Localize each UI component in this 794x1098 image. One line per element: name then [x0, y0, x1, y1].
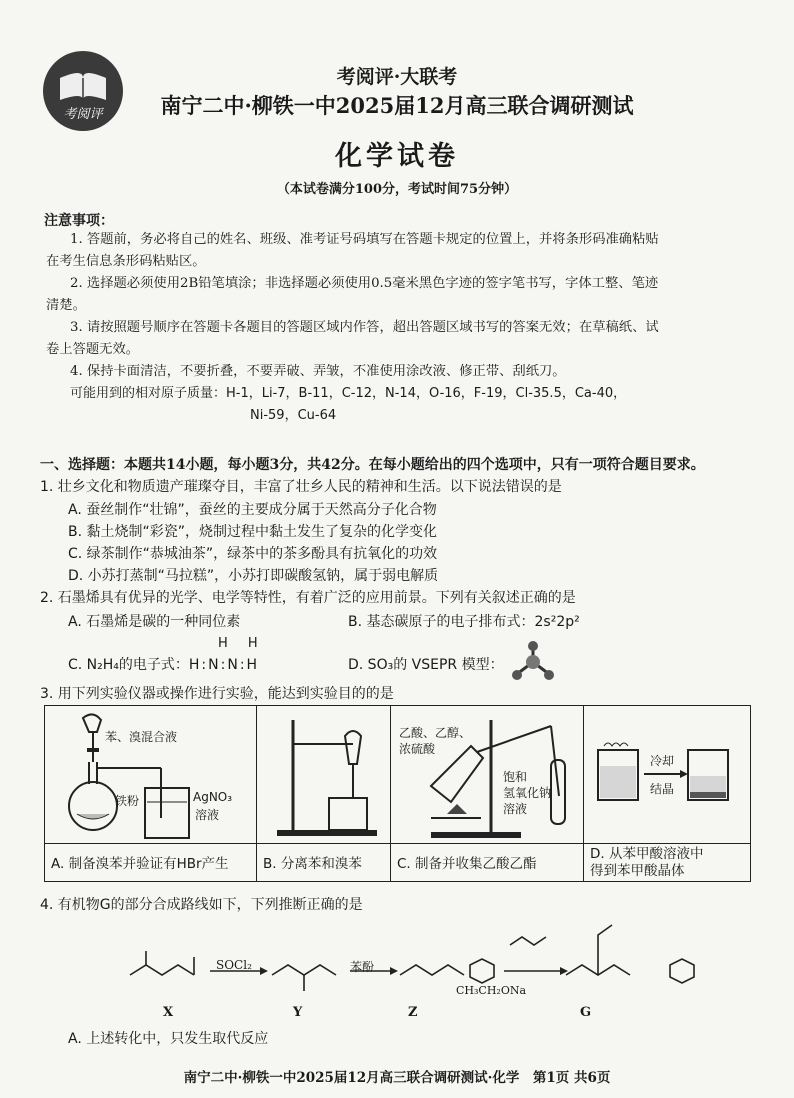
note-2a: 2. 选择题必须使用2B铅笔填涂；非选择题必须使用0.5毫米黑色字迹的签字笔书写，字体工整、笔迹: [70, 276, 659, 291]
q3a-label-mixture: 苯、溴混合液: [105, 730, 178, 744]
q1-option-c: C. 绿茶制作“恭城油茶”，绿茶中的茶多酚具有抗氧化的功效: [68, 546, 438, 562]
q4-reagent-naoet: CH₃CH₂ONa: [456, 984, 527, 997]
compound-g-label: G: [580, 1005, 592, 1020]
note-1b: 在考生信息条形码粘贴区。: [46, 254, 206, 269]
q2-option-c-formula: H:N:N:H: [188, 657, 260, 673]
q1-option-a: A. 蚕丝制作“壮锦”，蚕丝的主要成分属于天然高分子化合物: [68, 502, 437, 518]
notes-heading: 注意事项：: [44, 213, 114, 229]
q3-cell-b: [257, 706, 391, 881]
q2-option-c-label: C. N₂H₄的电子式：: [68, 657, 189, 673]
q2-option-c: [68, 654, 259, 674]
q3a-label-solution: 溶液: [195, 808, 220, 822]
synthesis-route-diagram: [60, 915, 760, 1015]
exam-subtitle: （本试卷满分100分，考试时间75分钟）: [276, 182, 518, 197]
q2-option-b-formula: 2s²2p²: [534, 614, 580, 630]
q3-option-b: B. 分离苯和溴苯: [257, 843, 390, 881]
q3c-label-solution: 溶液: [503, 802, 528, 816]
q2-stem: 2. 石墨烯具有优异的光学、电学等特性，有着广泛的应用前景。下列有关叙述正确的是: [40, 590, 576, 606]
q3-cell-c: [391, 706, 584, 881]
page-title: 化学试卷: [335, 141, 459, 172]
q2-option-b-label: B. 基态碳原子的电子排布式：: [348, 614, 535, 630]
q3a-label-agno3: AgNO₃: [193, 790, 233, 804]
q4-option-a: A. 上述转化中，只发生取代反应: [68, 1031, 269, 1047]
q3-option-a: A. 制备溴苯并验证有HBr产生: [45, 843, 256, 881]
q3-apparatus-table: [44, 705, 751, 882]
note-1a: 1. 答题前，务必将自己的姓名、班级、准考证号码填写在答题卡规定的位置上，并将条形码准确粘贴: [70, 232, 659, 247]
logo-text: 考阅评: [63, 107, 103, 122]
q2-option-b: [348, 611, 580, 631]
q3d-label-cool: 冷却: [650, 754, 675, 768]
q4-reagent-socl2: SOCl₂: [216, 958, 252, 972]
compound-z-label: Z: [408, 1005, 418, 1020]
q2-option-d: D. SO₃的 VSEPR 模型：: [348, 657, 504, 673]
bromobenzene-apparatus-icon: [45, 706, 257, 843]
note-2b: 清楚。: [46, 298, 86, 313]
q3d-label-crystallize: 结晶: [650, 782, 675, 796]
separatory-funnel-icon: [257, 706, 391, 843]
q4-stem: 4. 有机物G的部分合成路线如下，下列推断正确的是: [40, 897, 363, 913]
atomic-masses-b: Ni-59，Cu-64: [250, 408, 337, 423]
exam-name: 南宁二中·柳铁一中2025届12月高三联合调研测试: [160, 93, 634, 118]
note-3a: 3. 请按照题号顺序在答题卡各题目的答题区域内作答，超出答题区域书写的答案无效；在草稿纸、试: [70, 320, 659, 335]
section-heading: 一、选择题：本题共14小题，每小题3分，共42分。在每小题给出的四个选项中，只有一项符合题目要求。: [40, 457, 705, 473]
q1-stem: 1. 壮乡文化和物质遗产璀璨夺目，丰富了壮乡人民的精神和生活。以下说法错误的是: [40, 479, 562, 495]
q3-option-d: [584, 843, 750, 881]
note-4: 4. 保持卡面清洁，不要折叠，不要弄破、弄皱，不准使用涂改液、修正带、刮纸刀。: [70, 364, 566, 379]
q3-stem: 3. 用下列实验仪器或操作进行实验，能达到实验目的的是: [40, 686, 394, 702]
q1-option-d: D. 小苏打蒸制“马拉糕”，小苏打即碳酸氢钠，属于弱电解质: [68, 568, 439, 584]
compound-y-label: Y: [293, 1005, 303, 1020]
q3-option-d-line1: D. 从苯甲酸溶液中: [590, 846, 704, 862]
q3c-label-acid: 浓硫酸: [399, 742, 436, 756]
page-footer: 南宁二中·柳铁一中2025届12月高三联合调研测试·化学 第1页 共6页: [183, 1070, 611, 1086]
note-3b: 卷上答题无效。: [46, 342, 140, 357]
q3a-label-iron: 铁粉: [115, 794, 140, 808]
q3c-label-saturated: 饱和: [503, 770, 528, 784]
q3-cell-a: [45, 706, 257, 881]
so3-vsepr-model-icon: [508, 640, 558, 686]
q3-cell-d: [584, 706, 750, 881]
q4-reagent-phenol: 苯酚: [350, 960, 375, 974]
q1-option-b: B. 黏土烧制“彩瓷”，烧制过程中黏土发生了复杂的化学变化: [68, 524, 438, 540]
crystallization-icon: [584, 706, 750, 843]
q2-option-a: A. 石墨烯是碳的一种同位素: [68, 614, 241, 630]
q3c-label-naoh: 氢氧化钠: [503, 786, 552, 800]
exam-series: 考阅评·大联考: [336, 66, 458, 88]
q3-option-c: C. 制备并收集乙酸乙酯: [391, 843, 583, 881]
q3c-label-reagents: 乙酸、乙醇、: [399, 726, 472, 740]
compound-x-label: X: [163, 1005, 174, 1020]
q2-option-c-top-h: H H: [218, 636, 266, 651]
q3-option-d-line2: 得到苯甲酸晶体: [590, 863, 685, 879]
atomic-masses-a: 可能用到的相对原子质量：H-1，Li-7，B-11，C-12，N-14，O-16，F-19，Cl-35.5，Ca-40，: [70, 386, 627, 401]
